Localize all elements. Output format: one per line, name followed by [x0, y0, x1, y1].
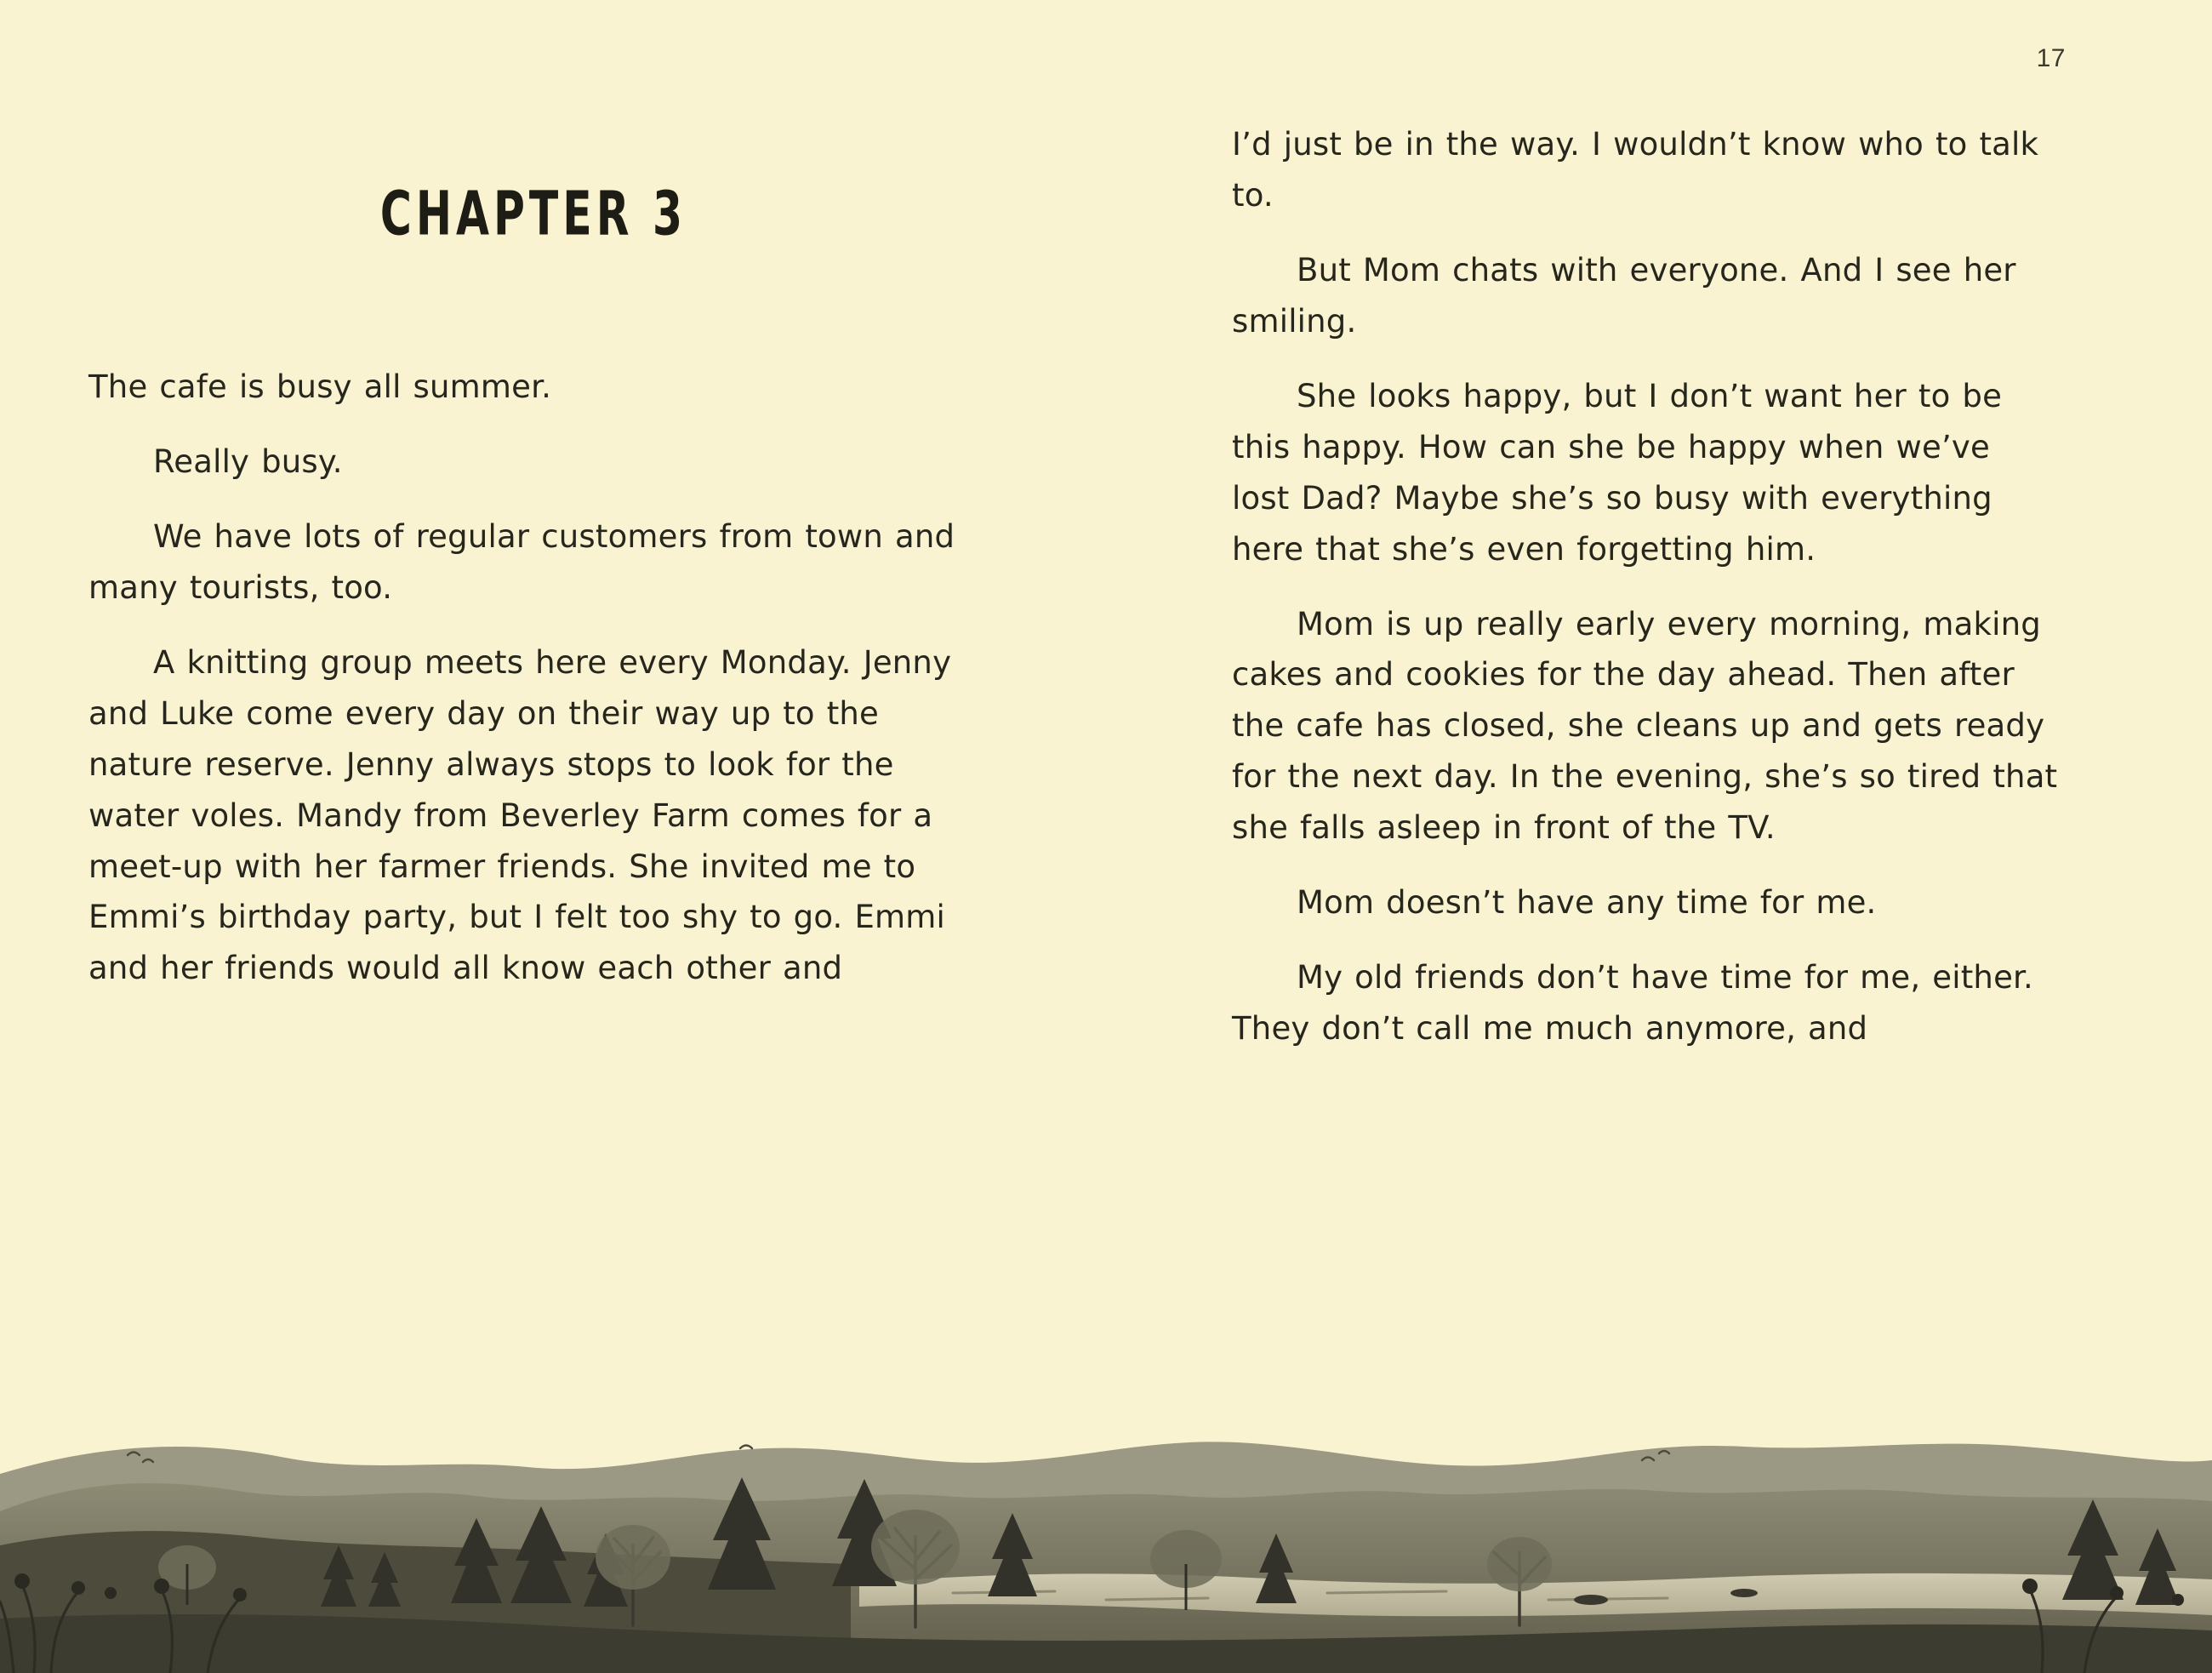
- page-number: 17: [2036, 44, 2066, 72]
- left-text-column: [0, 0, 1106, 1447]
- paragraph: She looks happy, but I don’t want her to be this happy. How can she be happy when we’ve lost Dad? Maybe she’s so busy with everything here that she’s even forgetting him.: [1232, 377, 2003, 568]
- chapter-heading-spacer: [88, 234, 978, 362]
- paragraph: The cafe is busy all summer.: [88, 368, 552, 405]
- right-text-column: [1106, 0, 2212, 1447]
- paragraph: A knitting group meets here every Monday. Jenny and Luke come every day on their way up to the nature reserve. Jenny always stops to look for the water voles. Mandy from Beverley Farm comes for a meet-up with her farmer friends. She invited me to Emmi’s birthday party, but I felt too shy to go. Emmi and her friends would all know each other and: [88, 643, 952, 987]
- paragraph: I’d just be in the way. I wouldn’t know who to talk to.: [1232, 126, 2039, 214]
- paragraph: Mom is up really early every morning, making cakes and cookies for the day ahead. Then after the cafe has closed, she cleans up and gets ready for the next day. In the evening, she’s so tired that she falls asleep in front of the TV.: [1232, 605, 2058, 847]
- landscape-illustration: [0, 1418, 2212, 1673]
- paragraph: We have lots of regular customers from town and many tourists, too.: [88, 517, 955, 606]
- paragraph: But Mom chats with everyone. And I see her smiling.: [1232, 251, 2016, 340]
- paragraph: Really busy.: [153, 443, 343, 480]
- chapter-heading: CHAPTER 3: [379, 179, 687, 250]
- paragraph: Mom doesn’t have any time for me.: [1297, 884, 1877, 922]
- paragraph: My old friends don’t have time for me, either. They don’t call me much anymore, and: [1232, 959, 2034, 1048]
